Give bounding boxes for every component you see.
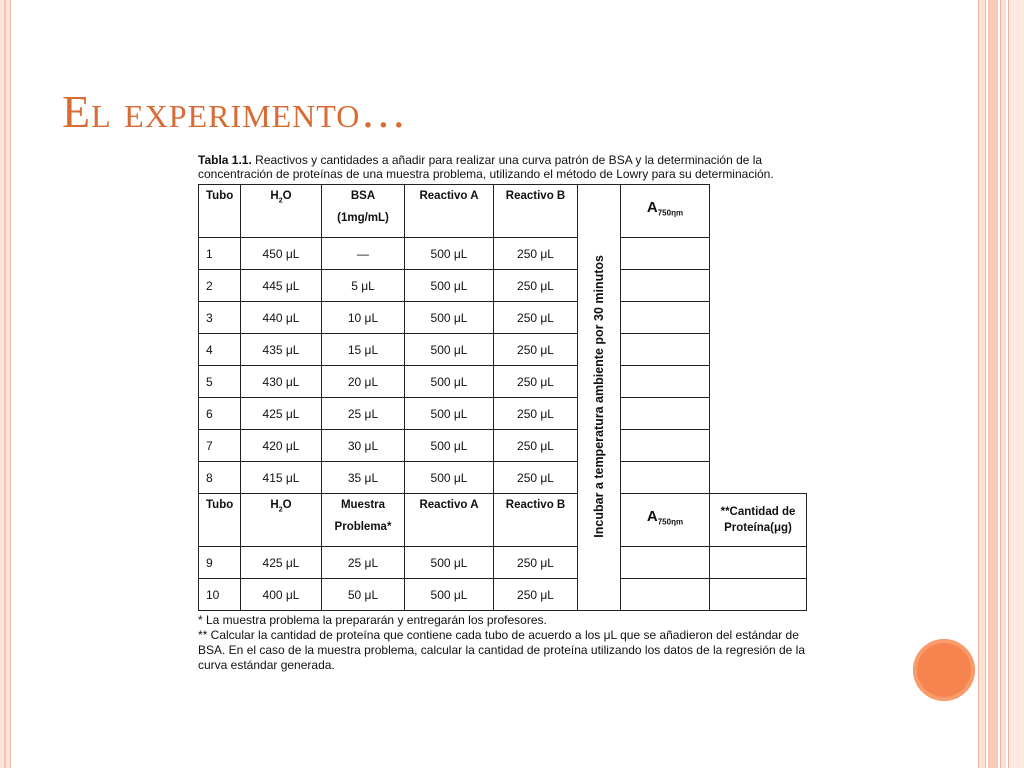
cell-h2o: 425 μL — [241, 547, 322, 579]
table-row — [199, 430, 807, 462]
table-row — [199, 547, 807, 579]
cell-h2o: 430 μL — [241, 366, 322, 398]
col-header-bsa: BSA (1mg/mL) — [322, 185, 405, 238]
cell-reactivo-a: 500 μL — [405, 270, 494, 302]
cell-a750-empty — [621, 334, 710, 366]
table-caption — [198, 153, 810, 181]
cell-h2o: 440 μL — [241, 302, 322, 334]
cell-reactivo-b: 250 μL — [494, 270, 578, 302]
table-row — [199, 579, 807, 611]
footnote-calculation: ** Calcular la cantidad de proteína que contiene cada tubo de acuerdo a los μL que se añadieron del estándar de BSA. En el caso de la muestra problema, calcular la cantidad de proteína utilizando los datos de la regresión de la curva estándar generada. — [198, 628, 806, 672]
table-notes — [198, 613, 810, 673]
col-header-tubo: Tubo — [199, 185, 241, 238]
orange-circle-decoration — [913, 639, 975, 701]
cell-reactivo-a: 500 μL — [405, 302, 494, 334]
cell-tubo: 8 — [199, 462, 241, 494]
cell-reactivo-a: 500 μL — [405, 398, 494, 430]
table-figure — [198, 153, 810, 673]
col-header-reactivo-b: Reactivo B — [494, 185, 578, 238]
cell-tubo: 2 — [199, 270, 241, 302]
caption-text: Reactivos y cantidades a añadir para realizar una curva patrón de BSA y la determinación de la concentración de proteínas de una muestra problema, utilizando el método de Lowry para su determinación. — [198, 153, 774, 181]
col-header-muestra: Muestra Problema* — [322, 494, 405, 547]
col-header-h2o: $H_2O$ — [241, 185, 322, 238]
cell-reactivo-a: 500 μL — [405, 334, 494, 366]
cell-reactivo-a: 500 μL — [405, 462, 494, 494]
cell-h2o: 400 μL — [241, 579, 322, 611]
col-header-tubo-2: Tubo — [199, 494, 241, 547]
cell-reactivo-a: 500 μL — [405, 579, 494, 611]
cell-tubo: 9 — [199, 547, 241, 579]
incubation-note: Incubar a temperatura ambiente por 30 minutos — [592, 254, 606, 538]
table-row — [199, 398, 807, 430]
cell-bsa: 15 μL — [322, 334, 405, 366]
table-row — [199, 366, 807, 398]
cell-reactivo-a: 500 μL — [405, 366, 494, 398]
cell-h2o: 415 μL — [241, 462, 322, 494]
table-row — [199, 334, 807, 366]
cell-a750-empty — [621, 430, 710, 462]
cell-a750-empty — [621, 270, 710, 302]
cell-reactivo-a: 500 μL — [405, 238, 494, 270]
cell-a750-empty — [621, 579, 710, 611]
cell-h2o: 450 μL — [241, 238, 322, 270]
table-row — [199, 302, 807, 334]
cell-reactivo-a: 500 μL — [405, 430, 494, 462]
cell-tubo: 7 — [199, 430, 241, 462]
cell-reactivo-b: 250 μL — [494, 398, 578, 430]
cell-h2o: 420 μL — [241, 430, 322, 462]
table-row — [199, 462, 807, 494]
cell-reactivo-b: 250 μL — [494, 334, 578, 366]
cell-a750-empty — [621, 302, 710, 334]
cell-muestra: 50 μL — [322, 579, 405, 611]
cell-tubo: 3 — [199, 302, 241, 334]
cell-reactivo-b: 250 μL — [494, 547, 578, 579]
slide-title: El experimento… — [62, 86, 408, 137]
cell-h2o: 435 μL — [241, 334, 322, 366]
cell-cantidad-empty — [710, 547, 807, 579]
table-row — [199, 270, 807, 302]
cell-h2o: 425 μL — [241, 398, 322, 430]
cell-bsa: 25 μL — [322, 398, 405, 430]
cell-a750-empty — [621, 398, 710, 430]
cell-a750-empty — [621, 462, 710, 494]
cell-reactivo-b: 250 μL — [494, 302, 578, 334]
right-border-decoration — [978, 0, 1024, 768]
cell-bsa: 20 μL — [322, 366, 405, 398]
cell-bsa: 30 μL — [322, 430, 405, 462]
col-header-a750: $A_{750\eta m}$ — [621, 185, 710, 238]
cell-tubo: 5 — [199, 366, 241, 398]
col-header-cantidad-proteina: **Cantidad de Proteína(μg) — [710, 494, 807, 547]
col-header-h2o-2: $H_2O$ — [241, 494, 322, 547]
cell-tubo: 10 — [199, 579, 241, 611]
col-header-reactivo-b-2: Reactivo B — [494, 494, 578, 547]
cell-reactivo-b: 250 μL — [494, 366, 578, 398]
cell-muestra: 25 μL — [322, 547, 405, 579]
header-row-standards — [199, 185, 807, 238]
col-header-reactivo-a-2: Reactivo A — [405, 494, 494, 547]
cell-cantidad-empty — [710, 579, 807, 611]
header-row-sample — [199, 494, 807, 547]
col-header-reactivo-a: Reactivo A — [405, 185, 494, 238]
col-header-a750-2: $A_{750\eta m}$ — [621, 494, 710, 547]
cell-h2o: 445 μL — [241, 270, 322, 302]
left-border-decoration — [0, 0, 11, 768]
cell-reactivo-b: 250 μL — [494, 579, 578, 611]
cell-bsa: 35 μL — [322, 462, 405, 494]
cell-tubo: 1 — [199, 238, 241, 270]
cell-a750-empty — [621, 547, 710, 579]
cell-reactivo-b: 250 μL — [494, 238, 578, 270]
incubation-note-cell — [578, 185, 621, 611]
table-row — [199, 238, 807, 270]
cell-bsa: — — [322, 238, 405, 270]
caption-label: Tabla 1.1. — [198, 153, 252, 167]
reagents-table — [198, 184, 807, 611]
cell-tubo: 6 — [199, 398, 241, 430]
cell-a750-empty — [621, 238, 710, 270]
cell-reactivo-b: 250 μL — [494, 430, 578, 462]
cell-a750-empty — [621, 366, 710, 398]
cell-reactivo-a: 500 μL — [405, 547, 494, 579]
cell-tubo: 4 — [199, 334, 241, 366]
cell-bsa: 5 μL — [322, 270, 405, 302]
cell-bsa: 10 μL — [322, 302, 405, 334]
cell-reactivo-b: 250 μL — [494, 462, 578, 494]
footnote-sample: * La muestra problema la prepararán y entregarán los profesores. — [198, 613, 547, 627]
